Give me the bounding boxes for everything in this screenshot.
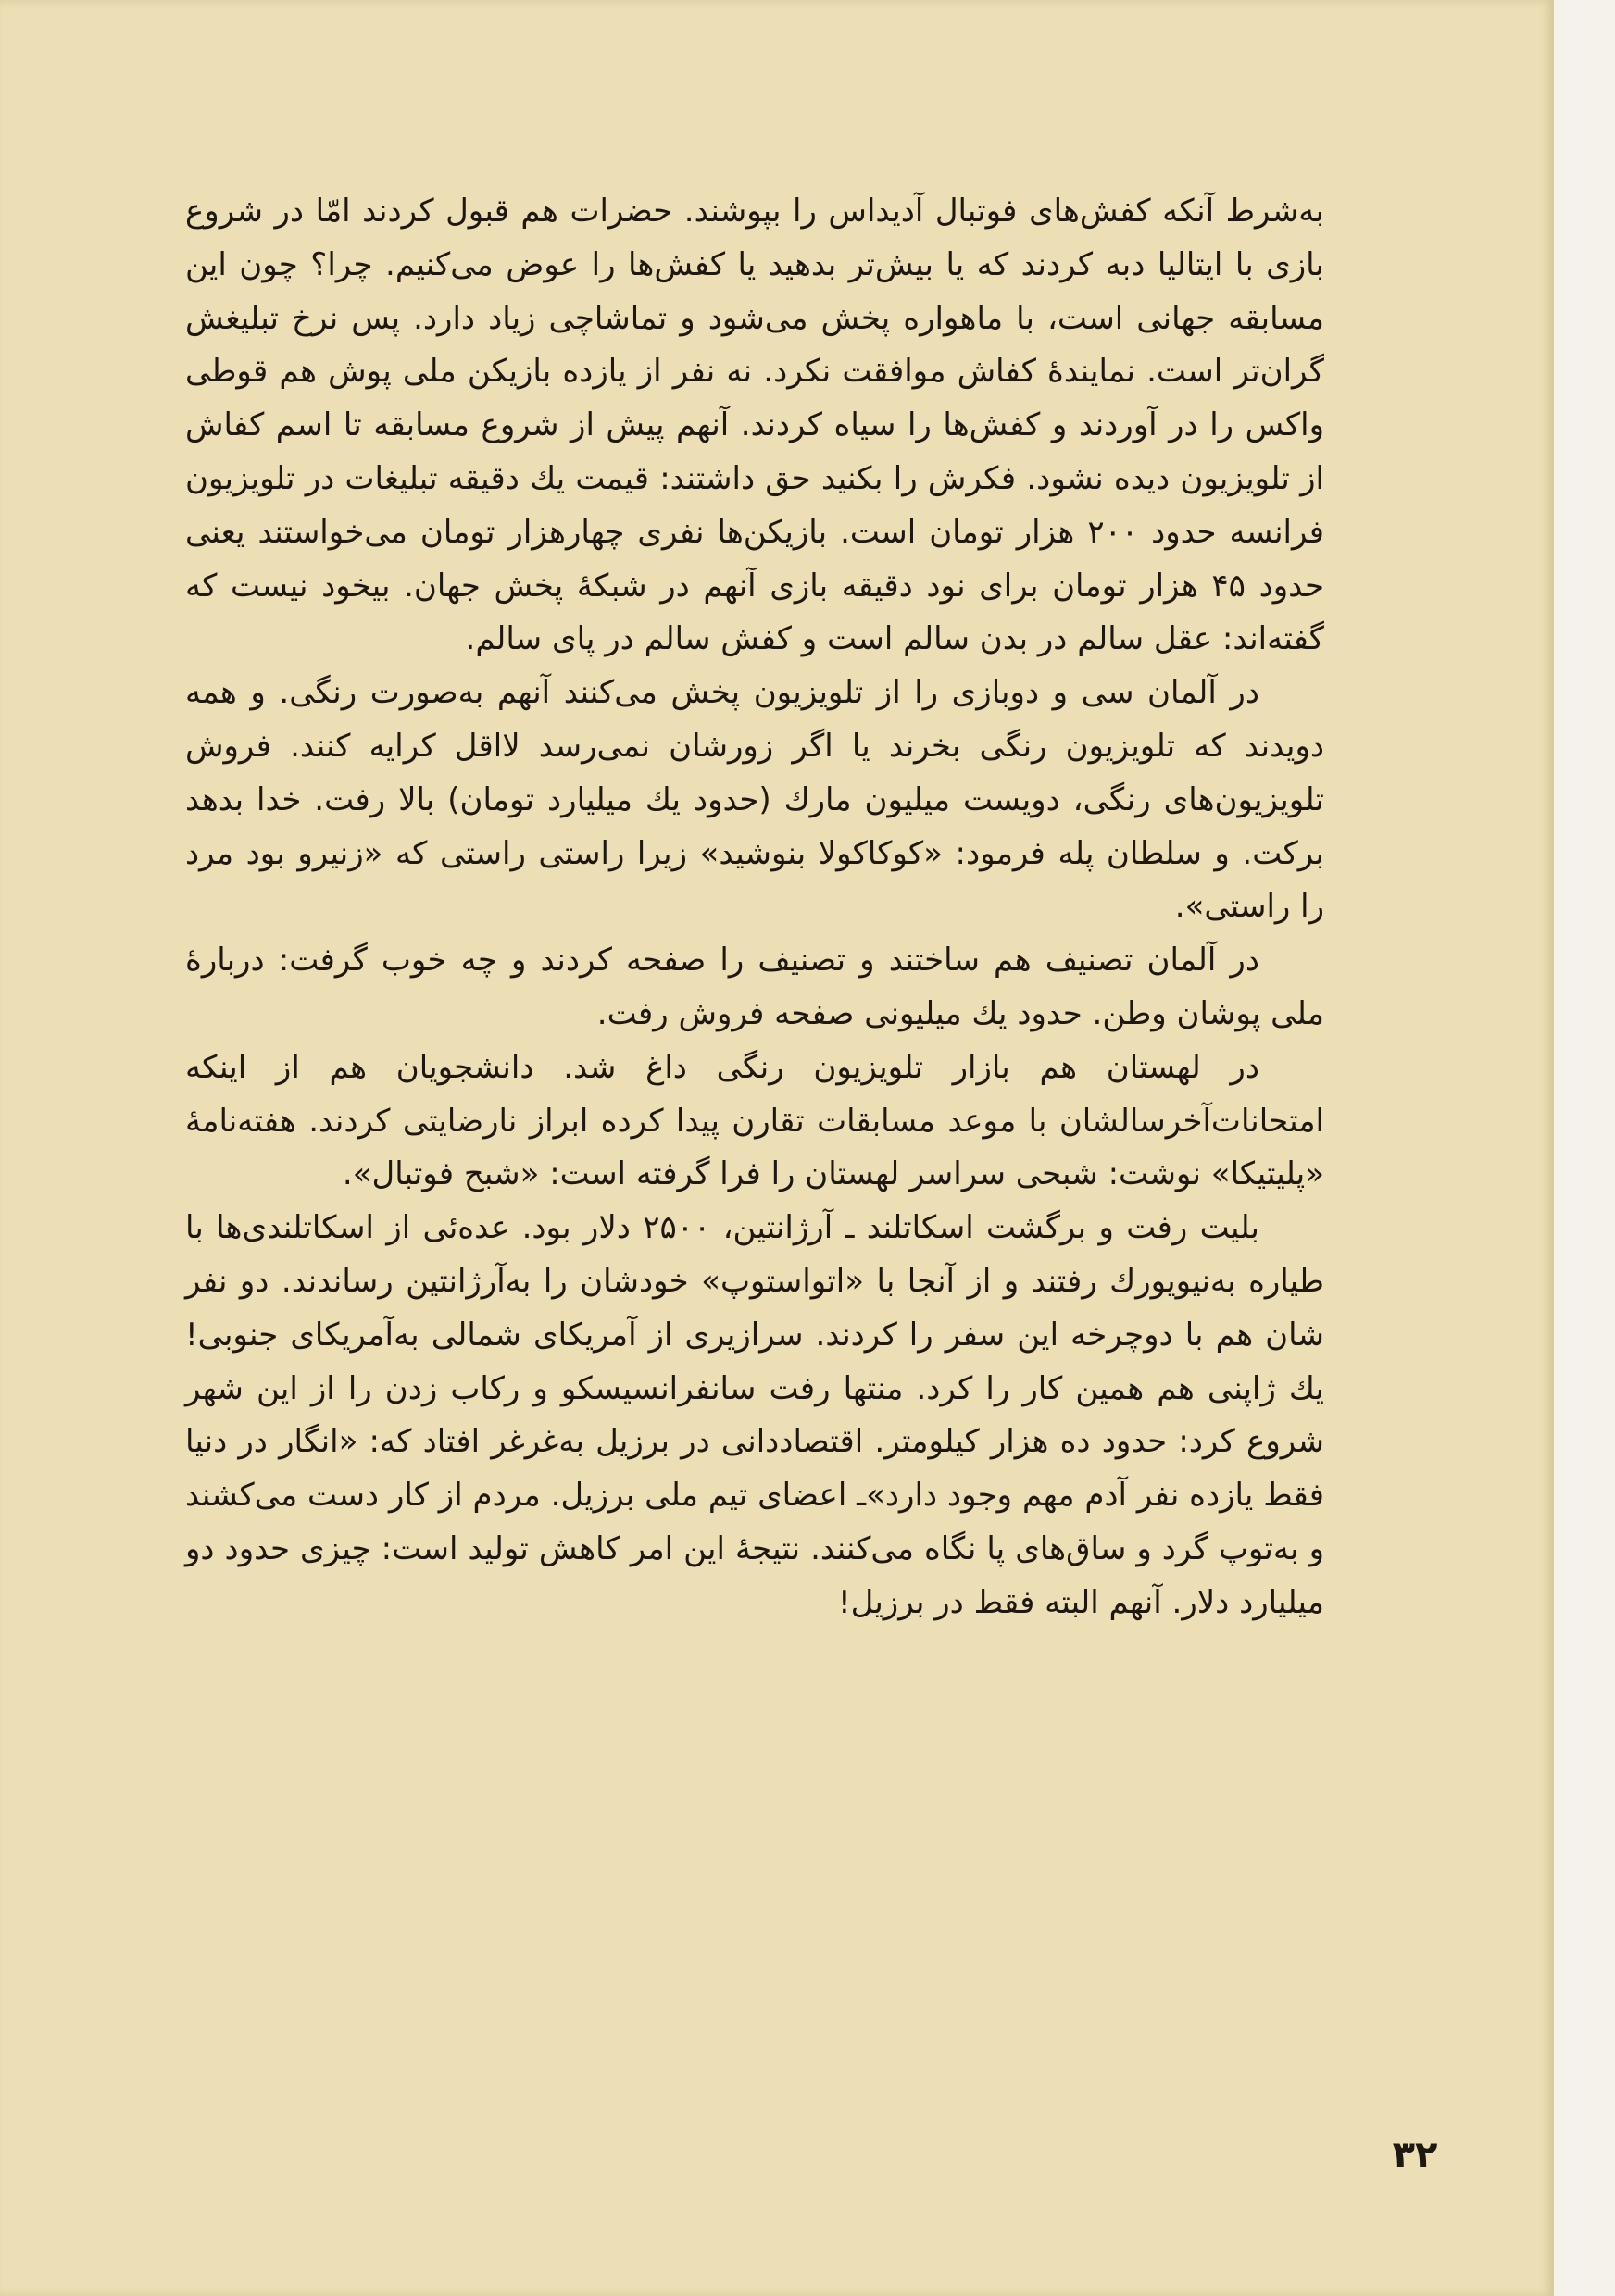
page-number: ۳۲ bbox=[1392, 2134, 1438, 2177]
paragraph-5: بلیت رفت و برگشت اسکاتلند ـ آرژانتین، ۲۵۰۰ دلار بود. عده‌ئی از اسکاتلندی‌ها با طیاره به‌نیویورك رفتند و از آنجا با «اتواستوپ» خودشان را به‌آرژانتین رساندند. دو نفر شان هم با دوچرخه این سفر را کردند. سرازیری از آمریکای شمالی به‌آمریکای جنوبی! یك ژاپنی هم همین کار را کرد. منتها رفت سانفرانسیسکو و رکاب زدن را از این شهر شروع کرد: حدود ده هزار کیلومتر. اقتصاددانی در برزیل به‌غرغر افتاد که: «انگار در دنیا فقط یازده نفر آدم مهم وجود دارد»ـ اعضای تیم ملی برزیل. مردم از کار دست می‌کشند و به‌توپ گرد و ساق‌های پا نگاه می‌کنند. نتیجهٔ این امر کاهش تولید است: چیزی حدود دو میلیارد دلار. آنهم البته فقط در برزیل! bbox=[185, 1209, 1324, 1621]
paragraph-1: به‌شرط آنکه کفش‌های فوتبال آدیداس را بپوشند. حضرات هم قبول کردند امّا در شروع بازی با ایتالیا دبه کردند که یا بیش‌تر بدهید یا کفش‌ها را عوض می‌کنیم. چرا؟ چون این مسابقه جهانی است، با ماهواره پخش می‌شود و تماشاچی زیاد دارد. پس نرخ تبلیغش گران‌تر است. نمایندهٔ کفاش موافقت نکرد. نه نفر از یازده بازیکن ملی پوش هم قوطی واکس را در آوردند و کفش‌ها را سیاه کردند. آنهم پیش از شروع مسابقه تا اسم کفاش از تلویزیون دیده نشود. فکرش را بکنید حق داشتند: قیمت یك دقیقه تبلیغات در تلویزیون فرانسه حدود ۲۰۰ هزار تومان است. بازیکن‌ها نفری چهارهزار تومان می‌خواستند یعنی حدود ۴۵ هزار تومان برای نود دقیقه بازی آنهم در شبکهٔ پخش جهان. بیخود نیست که گفته‌اند: عقل سالم در بدن سالم است و کفش سالم در پای سالم. bbox=[185, 193, 1324, 658]
paragraph-3: در آلمان تصنیف هم ساختند و تصنیف را صفحه کردند و چه خوب گرفت: دربارهٔ ملی پوشان وطن. حدود یك میلیونی صفحه فروش رفت. bbox=[185, 942, 1324, 1032]
page-body-text bbox=[185, 185, 1324, 2139]
paragraph-4: در لهستان هم بازار تلویزیون رنگی داغ شد. دانشجویان هم از اینکه امتحانات‌آخرسالشان با موعد مسابقات تقارن پیدا کرده ابراز نارضایتی کردند. هفته‌نامهٔ «پلیتیکا» نوشت: شبحی سراسر لهستان را فرا گرفته است: «شبح فوتبال». bbox=[185, 1048, 1324, 1193]
paragraph-2: در آلمان سی و دوبازی را از تلویزیون پخش می‌کنند آنهم به‌صورت رنگی. و همه دویدند که تلویزیون رنگی بخرند یا اگر زورشان نمی‌رسد لااقل کرایه کنند. فروش تلویزیون‌های رنگی، دویست میلیون مارك (حدود یك میلیارد تومان) بالا رفت. خدا بدهد برکت. و سلطان پله فرمود: «کوکاکولا بنوشید» زیرا راستی راستی که «زنیرو بود مرد را راستی». bbox=[185, 674, 1324, 926]
